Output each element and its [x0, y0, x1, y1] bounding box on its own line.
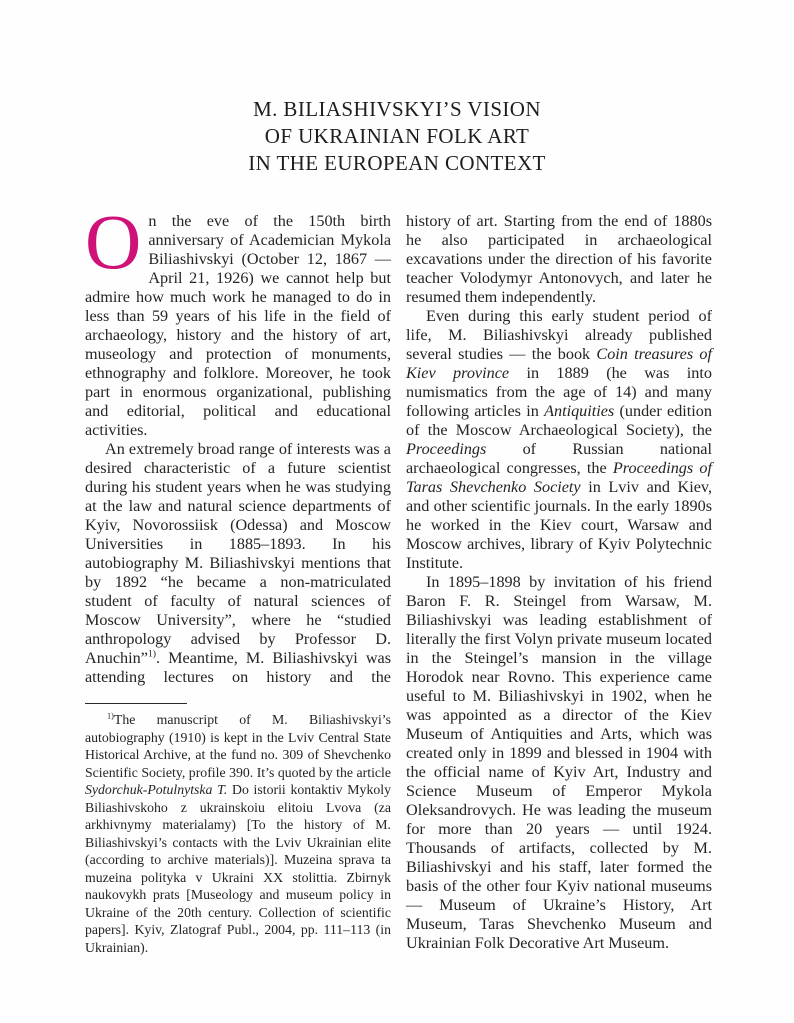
article-title [0, 0, 794, 177]
opening-paragraph [85, 198, 391, 440]
left-column [85, 198, 391, 956]
article-title-line-2: OF UKRAINIAN FOLK ART [264, 124, 530, 148]
paragraph: Even during this early student period of life, M. Biliashivskyi already published several studies — the book Coin treasures of Kiev province in 1889 (he was into numismatics from the age of 14) and many following articles in Antiquities (under edition of the Moscow Archaeological Society), the Proceedings of Russian national archaeological congresses, the Proceedings of Taras Shevchenko Society in Lviv and Kiev, and other scientific journals. In the early 1890s he worked in the Kiev court, Warsaw and Moscow archives, library of Kyiv Polytechnic Institute. [406, 307, 713, 572]
two-column-layout [0, 177, 794, 956]
article-title-line-3: IN THE EUROPEAN CONTEXT [248, 151, 546, 175]
opening-paragraph-text: n the eve of the 150th birth anniversary of Academician Mykola Biliashivskyi (October 12, 1867 — April 21, 1926) we cannot help but admire how much work he managed to do in less than 59 years of his life in the field of archaeology, history and the history of art, museology and protection of monuments, ethnography and folklore. Moreover, he took part in enormous organizational, publishing and editorial, political and educational activities. [85, 212, 391, 439]
article-title-line-1: M. BILIASHIVSKYI’S VISION [253, 97, 541, 121]
right-column [406, 212, 712, 956]
drop-cap-letter: O [85, 198, 142, 285]
footnote-separator [85, 703, 187, 704]
paragraph: In 1895–1898 by invitation of his friend Baron F. R. Steingel from Warsaw, M. Biliashivskyi was leading establishment of literally the first Volyn private museum located in the Steingel’s mansion in the village Horodok near Rovno. This experience came useful to M. Biliashivskyi in 1902, when he was appointed as a director of the Kiev Museum of Antiquities and Arts, which was created only in 1899 and blessed in 1904 with the official name of Kyiv Art, Industry and Science Museum of Emperor Mykola Oleksandrovych. He was leading the museum for more than 20 years — until 1924. Thousands of artifacts, collected by M. Biliashivskyi and his staff, later formed the basis of the other four Kyiv national museums — Museum of Ukraine’s History, Art Museum, Taras Shevchenko Museum and Ukrainian Folk Decorative Art Museum. [406, 573, 712, 952]
paragraph-continuation: history of art. Starting from the end of 1880s he also participated in archaeological excavations under the direction of his favorite teacher Volodymyr Antonovych, and later he resumed them independently. [406, 212, 712, 306]
footnote-block [85, 703, 391, 956]
footnote-text: $^{1)}$The manuscript of M. Biliashivskyi’s autobiography (1910) is kept in the Lviv Central State Historical Archive, at the fund no. 309 of Shevchenko Scientific Society, profile 390. It’s quoted by the article Sydorchuk-Potulnytska T. Do istorii kontaktiv Mykoly Biliashivskoho z ukrainskoiu elitoiu Lvova (za arkhivnymy materialamy) [To the history of M. Biliashivskyi’s contacts with the Lviv Ukrainian elite (according to archive materials)]. Muzeina sprava ta muzeina polityka v Ukraini XX stolittia. Zbirnyk naukovykh prats [Museology and museum policy in Ukraine of the 20th century. Collection of scientific papers]. Kyiv, Zlatograf Publ., 2004, pp. 111–113 (in Ukrainian). [85, 711, 391, 955]
paragraph: An extremely broad range of interests was a desired characteristic of a future scientist during his student years when he was studying at the law and natural science departments of Kyiv, Novorossiisk (Odessa) and Moscow Universities in 1885–1893. In his autobiography M. Biliashivskyi mentions that by 1892 “he became a non-matriculated student of faculty of natural sciences of Moscow University”, where he “studied anthropology advised by Professor D. Anuchin”$^{1)}$. Meantime, M. Biliashivskyi was attending lectures on history and the [85, 440, 391, 686]
